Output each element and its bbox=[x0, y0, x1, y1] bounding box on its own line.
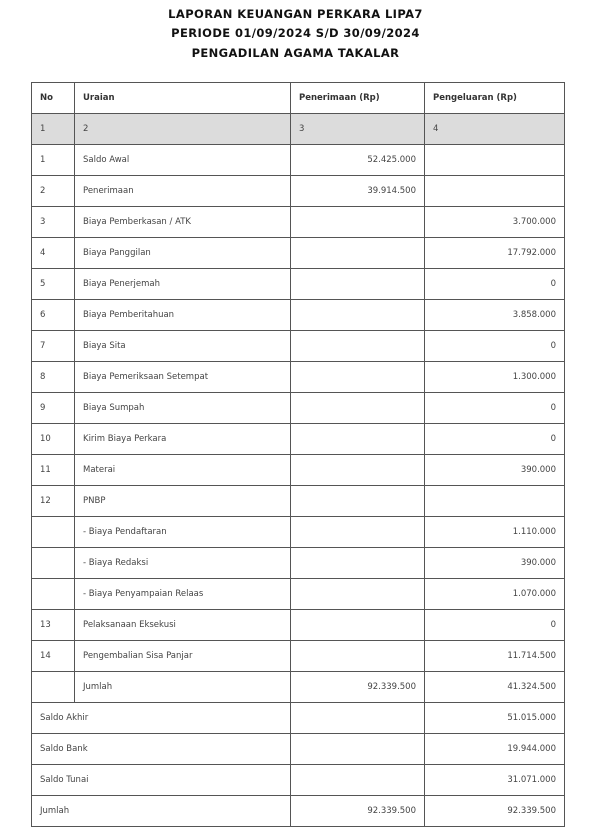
table-row bbox=[32, 145, 565, 176]
table-row bbox=[32, 362, 565, 393]
index-cell: 2 bbox=[75, 114, 291, 145]
header-row bbox=[32, 83, 565, 114]
no-cell: 10 bbox=[32, 424, 75, 455]
pengeluaran-cell bbox=[425, 486, 565, 517]
summary-penerimaan-cell bbox=[291, 734, 425, 765]
penerimaan-cell bbox=[291, 641, 425, 672]
penerimaan-cell bbox=[291, 517, 425, 548]
no-cell bbox=[32, 517, 75, 548]
uraian-cell: Biaya Sumpah bbox=[75, 393, 291, 424]
no-cell bbox=[32, 579, 75, 610]
uraian-cell: Biaya Penerjemah bbox=[75, 269, 291, 300]
pengeluaran-cell: 0 bbox=[425, 610, 565, 641]
penerimaan-cell bbox=[291, 300, 425, 331]
no-cell bbox=[32, 548, 75, 579]
penerimaan-cell bbox=[291, 610, 425, 641]
pengeluaran-cell: 1.300.000 bbox=[425, 362, 565, 393]
penerimaan-cell bbox=[291, 579, 425, 610]
table-row bbox=[32, 579, 565, 610]
summary-penerimaan-cell: 92.339.500 bbox=[291, 796, 425, 827]
uraian-cell: Biaya Sita bbox=[75, 331, 291, 362]
summary-label: Saldo Bank bbox=[32, 734, 291, 765]
no-cell: 12 bbox=[32, 486, 75, 517]
col-header-no: No bbox=[32, 83, 75, 114]
no-cell: 9 bbox=[32, 393, 75, 424]
penerimaan-cell bbox=[291, 331, 425, 362]
financial-report-table bbox=[31, 82, 565, 827]
summary-penerimaan-cell bbox=[291, 765, 425, 796]
penerimaan-cell: 39.914.500 bbox=[291, 176, 425, 207]
no-cell: 1 bbox=[32, 145, 75, 176]
summary-row bbox=[32, 765, 565, 796]
pengeluaran-cell bbox=[425, 145, 565, 176]
no-cell: 8 bbox=[32, 362, 75, 393]
pengeluaran-cell: 0 bbox=[425, 331, 565, 362]
uraian-cell: Saldo Awal bbox=[75, 145, 291, 176]
table-row bbox=[32, 300, 565, 331]
table-row bbox=[32, 486, 565, 517]
index-cell: 4 bbox=[425, 114, 565, 145]
no-cell: 2 bbox=[32, 176, 75, 207]
uraian-cell: Penerimaan bbox=[75, 176, 291, 207]
no-cell: 5 bbox=[32, 269, 75, 300]
uraian-cell: - Biaya Penyampaian Relaas bbox=[75, 579, 291, 610]
table-row bbox=[32, 672, 565, 703]
table-row bbox=[32, 455, 565, 486]
penerimaan-cell bbox=[291, 455, 425, 486]
summary-row bbox=[32, 703, 565, 734]
no-cell: 3 bbox=[32, 207, 75, 238]
table-row bbox=[32, 238, 565, 269]
table-row bbox=[32, 331, 565, 362]
penerimaan-cell bbox=[291, 486, 425, 517]
uraian-cell: Biaya Panggilan bbox=[75, 238, 291, 269]
col-header-penerimaan: Penerimaan (Rp) bbox=[291, 83, 425, 114]
summary-pengeluaran-cell: 31.071.000 bbox=[425, 765, 565, 796]
pengeluaran-cell: 11.714.500 bbox=[425, 641, 565, 672]
pengeluaran-cell: 390.000 bbox=[425, 548, 565, 579]
pengeluaran-cell: 41.324.500 bbox=[425, 672, 565, 703]
pengeluaran-cell: 0 bbox=[425, 393, 565, 424]
table-row bbox=[32, 517, 565, 548]
table-row bbox=[32, 424, 565, 455]
pengeluaran-cell: 3.858.000 bbox=[425, 300, 565, 331]
index-cell: 1 bbox=[32, 114, 75, 145]
table-row bbox=[32, 548, 565, 579]
col-header-uraian: Uraian bbox=[75, 83, 291, 114]
no-cell: 4 bbox=[32, 238, 75, 269]
uraian-cell: Biaya Pemeriksaan Setempat bbox=[75, 362, 291, 393]
summary-pengeluaran-cell: 92.339.500 bbox=[425, 796, 565, 827]
uraian-cell: Biaya Pemberkasan / ATK bbox=[75, 207, 291, 238]
penerimaan-cell bbox=[291, 207, 425, 238]
penerimaan-cell bbox=[291, 238, 425, 269]
uraian-cell: Pengembalian Sisa Panjar bbox=[75, 641, 291, 672]
uraian-cell: Materai bbox=[75, 455, 291, 486]
no-cell: 11 bbox=[32, 455, 75, 486]
summary-penerimaan-cell bbox=[291, 703, 425, 734]
summary-label: Saldo Akhir bbox=[32, 703, 291, 734]
no-cell: 14 bbox=[32, 641, 75, 672]
summary-pengeluaran-cell: 51.015.000 bbox=[425, 703, 565, 734]
penerimaan-cell bbox=[291, 424, 425, 455]
uraian-cell: Jumlah bbox=[75, 672, 291, 703]
summary-row bbox=[32, 796, 565, 827]
uraian-cell: Kirim Biaya Perkara bbox=[75, 424, 291, 455]
penerimaan-cell bbox=[291, 269, 425, 300]
pengeluaran-cell bbox=[425, 176, 565, 207]
uraian-cell: PNBP bbox=[75, 486, 291, 517]
pengeluaran-cell: 17.792.000 bbox=[425, 238, 565, 269]
col-header-pengeluaran: Pengeluaran (Rp) bbox=[425, 83, 565, 114]
uraian-cell: - Biaya Redaksi bbox=[75, 548, 291, 579]
summary-pengeluaran-cell: 19.944.000 bbox=[425, 734, 565, 765]
pengeluaran-cell: 390.000 bbox=[425, 455, 565, 486]
table-row bbox=[32, 176, 565, 207]
penerimaan-cell bbox=[291, 548, 425, 579]
report-period: PERIODE 01/09/2024 S/D 30/09/2024 bbox=[171, 26, 420, 40]
penerimaan-cell bbox=[291, 393, 425, 424]
report-title: LAPORAN KEUANGAN PERKARA LIPA7 bbox=[168, 7, 423, 21]
penerimaan-cell: 52.425.000 bbox=[291, 145, 425, 176]
no-cell bbox=[32, 672, 75, 703]
pengeluaran-cell: 0 bbox=[425, 424, 565, 455]
table-row bbox=[32, 641, 565, 672]
no-cell: 13 bbox=[32, 610, 75, 641]
pengeluaran-cell: 1.110.000 bbox=[425, 517, 565, 548]
uraian-cell: - Biaya Pendaftaran bbox=[75, 517, 291, 548]
summary-row bbox=[32, 734, 565, 765]
table-row bbox=[32, 610, 565, 641]
no-cell: 6 bbox=[32, 300, 75, 331]
penerimaan-cell bbox=[291, 362, 425, 393]
summary-label: Saldo Tunai bbox=[32, 765, 291, 796]
summary-label: Jumlah bbox=[32, 796, 291, 827]
uraian-cell: Pelaksanaan Eksekusi bbox=[75, 610, 291, 641]
no-cell: 7 bbox=[32, 331, 75, 362]
pengeluaran-cell: 1.070.000 bbox=[425, 579, 565, 610]
pengeluaran-cell: 3.700.000 bbox=[425, 207, 565, 238]
uraian-cell: Biaya Pemberitahuan bbox=[75, 300, 291, 331]
column-index-row bbox=[32, 114, 565, 145]
table-header bbox=[32, 83, 565, 114]
table-row bbox=[32, 269, 565, 300]
pengeluaran-cell: 0 bbox=[425, 269, 565, 300]
table-row bbox=[32, 207, 565, 238]
table-body bbox=[32, 114, 565, 827]
index-cell: 3 bbox=[291, 114, 425, 145]
table-row bbox=[32, 393, 565, 424]
penerimaan-cell: 92.339.500 bbox=[291, 672, 425, 703]
report-court: PENGADILAN AGAMA TAKALAR bbox=[191, 46, 400, 60]
